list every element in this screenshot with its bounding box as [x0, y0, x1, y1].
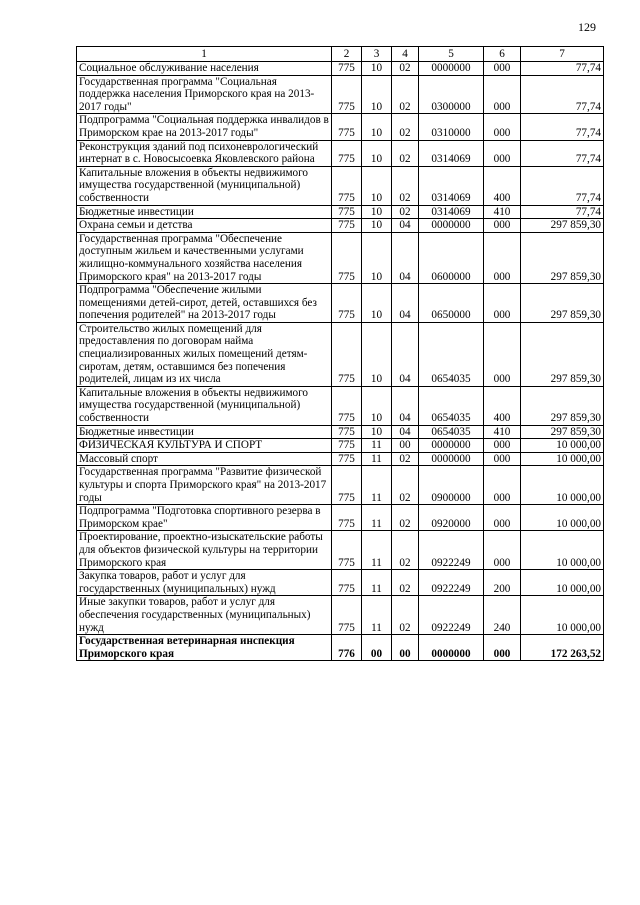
row-name-cell: Строительство жилых помещений для предоставления по договорам найма специализированных жилых помещений детям-сиротам, детям, оставшимся без попечения родителей, лицам из их числа	[77, 322, 332, 386]
ved-code-cell: 775	[332, 596, 362, 635]
amount-cell: 77,74	[521, 205, 604, 219]
expense-type-cell: 000	[484, 452, 521, 466]
subsection-code-cell: 02	[392, 205, 419, 219]
expense-type-cell: 400	[484, 166, 521, 205]
row-name-cell: Социальное обслуживание населения	[77, 62, 332, 76]
table-body	[77, 62, 604, 661]
expense-type-cell: 000	[484, 232, 521, 283]
target-article-cell: 0920000	[419, 505, 484, 531]
table-row	[77, 232, 604, 283]
expense-type-cell: 000	[484, 439, 521, 453]
target-article-cell: 0314069	[419, 140, 484, 166]
ved-code-cell: 775	[332, 114, 362, 140]
target-article-cell: 0000000	[419, 62, 484, 76]
amount-cell: 10 000,00	[521, 452, 604, 466]
target-article-cell: 0654035	[419, 425, 484, 439]
target-article-cell: 0000000	[419, 635, 484, 661]
target-article-cell: 0000000	[419, 219, 484, 233]
section-code-cell: 10	[362, 166, 392, 205]
target-article-cell: 0922249	[419, 531, 484, 570]
amount-cell: 77,74	[521, 166, 604, 205]
subsection-code-cell: 02	[392, 596, 419, 635]
expense-type-cell: 410	[484, 425, 521, 439]
target-article-cell: 0600000	[419, 232, 484, 283]
subsection-code-cell: 04	[392, 386, 419, 425]
expense-type-cell: 000	[484, 114, 521, 140]
row-name-cell: Государственная программа "Обеспечение доступным жильем и качественными услугами жилищно-коммунального хозяйства населения Приморского края" на 2013-2017 годы	[77, 232, 332, 283]
ved-code-cell: 775	[332, 322, 362, 386]
section-code-cell: 11	[362, 570, 392, 596]
table-row	[77, 114, 604, 140]
amount-cell: 77,74	[521, 62, 604, 76]
row-name-cell: Массовый спорт	[77, 452, 332, 466]
budget-table	[76, 46, 604, 661]
section-code-cell: 10	[362, 232, 392, 283]
expense-type-cell: 000	[484, 219, 521, 233]
row-name-cell: Капитальные вложения в объекты недвижимого имущества государственной (муниципальной) собственности	[77, 386, 332, 425]
target-article-cell: 0314069	[419, 166, 484, 205]
ved-code-cell: 775	[332, 386, 362, 425]
amount-cell: 297 859,30	[521, 322, 604, 386]
row-name-cell: Реконструкция зданий под психоневрологический интернат в с. Новосысоевка Яковлевского района	[77, 140, 332, 166]
expense-type-cell: 000	[484, 505, 521, 531]
section-code-cell: 11	[362, 466, 392, 505]
section-code-cell: 10	[362, 114, 392, 140]
target-article-cell: 0922249	[419, 596, 484, 635]
subsection-code-cell: 00	[392, 439, 419, 453]
subsection-code-cell: 04	[392, 284, 419, 323]
amount-cell: 10 000,00	[521, 505, 604, 531]
row-name-cell: Подпрограмма "Обеспечение жилыми помещениями детей-сирот, детей, оставшихся без попечения родителей" на 2013-2017 годы	[77, 284, 332, 323]
expense-type-cell: 000	[484, 466, 521, 505]
page-number: 129	[578, 20, 596, 34]
subsection-code-cell: 04	[392, 219, 419, 233]
row-name-cell: ФИЗИЧЕСКАЯ КУЛЬТУРА И СПОРТ	[77, 439, 332, 453]
ved-code-cell: 775	[332, 140, 362, 166]
amount-cell: 77,74	[521, 114, 604, 140]
column-header: 2	[332, 47, 362, 62]
target-article-cell: 0922249	[419, 570, 484, 596]
amount-cell: 10 000,00	[521, 439, 604, 453]
expense-type-cell: 000	[484, 531, 521, 570]
amount-cell: 297 859,30	[521, 219, 604, 233]
column-header: 4	[392, 47, 419, 62]
section-code-cell: 11	[362, 439, 392, 453]
ved-code-cell: 776	[332, 635, 362, 661]
subsection-code-cell: 04	[392, 425, 419, 439]
amount-cell: 77,74	[521, 75, 604, 114]
section-code-cell: 10	[362, 322, 392, 386]
expense-type-cell: 200	[484, 570, 521, 596]
target-article-cell: 0654035	[419, 386, 484, 425]
section-code-cell: 10	[362, 425, 392, 439]
ved-code-cell: 775	[332, 166, 362, 205]
table-row	[77, 505, 604, 531]
expense-type-cell: 000	[484, 62, 521, 76]
ved-code-cell: 775	[332, 531, 362, 570]
column-header: 1	[77, 47, 332, 62]
amount-cell: 10 000,00	[521, 570, 604, 596]
ved-code-cell: 775	[332, 219, 362, 233]
table-row	[77, 322, 604, 386]
table-row	[77, 386, 604, 425]
ved-code-cell: 775	[332, 466, 362, 505]
row-name-cell: Государственная программа "Развитие физической культуры и спорта Приморского края" на 2013-2017 годы	[77, 466, 332, 505]
ved-code-cell: 775	[332, 425, 362, 439]
table-row	[77, 425, 604, 439]
row-name-cell: Подпрограмма "Социальная поддержка инвалидов в Приморском крае на 2013-2017 годы"	[77, 114, 332, 140]
expense-type-cell: 000	[484, 75, 521, 114]
table-header-row	[77, 47, 604, 62]
subsection-code-cell: 02	[392, 505, 419, 531]
amount-cell: 172 263,52	[521, 635, 604, 661]
amount-cell: 77,74	[521, 140, 604, 166]
table-row	[77, 635, 604, 661]
subsection-code-cell: 02	[392, 452, 419, 466]
table-row	[77, 219, 604, 233]
target-article-cell: 0654035	[419, 322, 484, 386]
row-name-cell: Иные закупки товаров, работ и услуг для обеспечения государственных (муниципальных) нужд	[77, 596, 332, 635]
subsection-code-cell: 02	[392, 140, 419, 166]
target-article-cell: 0000000	[419, 452, 484, 466]
row-name-cell: Охрана семьи и детства	[77, 219, 332, 233]
expense-type-cell: 000	[484, 284, 521, 323]
ved-code-cell: 775	[332, 570, 362, 596]
row-name-cell: Капитальные вложения в объекты недвижимого имущества государственной (муниципальной) собственности	[77, 166, 332, 205]
table-row	[77, 466, 604, 505]
section-code-cell: 10	[362, 219, 392, 233]
row-name-cell: Государственная ветеринарная инспекция Приморского края	[77, 635, 332, 661]
subsection-code-cell: 02	[392, 62, 419, 76]
ved-code-cell: 775	[332, 452, 362, 466]
expense-type-cell: 400	[484, 386, 521, 425]
subsection-code-cell: 02	[392, 114, 419, 140]
row-name-cell: Проектирование, проектно-изыскательские работы для объектов физической культуры на территории Приморского края	[77, 531, 332, 570]
amount-cell: 297 859,30	[521, 386, 604, 425]
section-code-cell: 11	[362, 531, 392, 570]
row-name-cell: Подпрограмма "Подготовка спортивного резерва в Приморском крае"	[77, 505, 332, 531]
subsection-code-cell: 02	[392, 570, 419, 596]
table-row	[77, 596, 604, 635]
column-header: 3	[362, 47, 392, 62]
table-row	[77, 452, 604, 466]
ved-code-cell: 775	[332, 505, 362, 531]
subsection-code-cell: 04	[392, 232, 419, 283]
target-article-cell: 0900000	[419, 466, 484, 505]
table-row	[77, 140, 604, 166]
amount-cell: 297 859,30	[521, 425, 604, 439]
amount-cell: 297 859,30	[521, 284, 604, 323]
ved-code-cell: 775	[332, 75, 362, 114]
subsection-code-cell: 02	[392, 75, 419, 114]
section-code-cell: 10	[362, 386, 392, 425]
subsection-code-cell: 00	[392, 635, 419, 661]
amount-cell: 10 000,00	[521, 466, 604, 505]
table-row	[77, 75, 604, 114]
table-row	[77, 439, 604, 453]
section-code-cell: 10	[362, 75, 392, 114]
ved-code-cell: 775	[332, 205, 362, 219]
section-code-cell: 10	[362, 205, 392, 219]
amount-cell: 10 000,00	[521, 531, 604, 570]
section-code-cell: 11	[362, 596, 392, 635]
ved-code-cell: 775	[332, 439, 362, 453]
section-code-cell: 10	[362, 140, 392, 166]
subsection-code-cell: 02	[392, 531, 419, 570]
table-row	[77, 166, 604, 205]
table-row	[77, 570, 604, 596]
table-row	[77, 62, 604, 76]
amount-cell: 10 000,00	[521, 596, 604, 635]
ved-code-cell: 775	[332, 232, 362, 283]
expense-type-cell: 000	[484, 140, 521, 166]
ved-code-cell: 775	[332, 62, 362, 76]
subsection-code-cell: 02	[392, 166, 419, 205]
column-header: 6	[484, 47, 521, 62]
target-article-cell: 0310000	[419, 114, 484, 140]
table-row	[77, 205, 604, 219]
section-code-cell: 11	[362, 452, 392, 466]
table-row	[77, 284, 604, 323]
section-code-cell: 10	[362, 284, 392, 323]
target-article-cell: 0650000	[419, 284, 484, 323]
section-code-cell: 11	[362, 505, 392, 531]
expense-type-cell: 000	[484, 635, 521, 661]
expense-type-cell: 240	[484, 596, 521, 635]
expense-type-cell: 000	[484, 322, 521, 386]
amount-cell: 297 859,30	[521, 232, 604, 283]
ved-code-cell: 775	[332, 284, 362, 323]
row-name-cell: Бюджетные инвестиции	[77, 425, 332, 439]
subsection-code-cell: 02	[392, 466, 419, 505]
column-header: 7	[521, 47, 604, 62]
row-name-cell: Бюджетные инвестиции	[77, 205, 332, 219]
table-row	[77, 531, 604, 570]
target-article-cell: 0000000	[419, 439, 484, 453]
subsection-code-cell: 04	[392, 322, 419, 386]
section-code-cell: 10	[362, 62, 392, 76]
row-name-cell: Закупка товаров, работ и услуг для государственных (муниципальных) нужд	[77, 570, 332, 596]
target-article-cell: 0300000	[419, 75, 484, 114]
column-header: 5	[419, 47, 484, 62]
section-code-cell: 00	[362, 635, 392, 661]
row-name-cell: Государственная программа "Социальная поддержка населения Приморского края на 2013-2017 годы"	[77, 75, 332, 114]
expense-type-cell: 410	[484, 205, 521, 219]
target-article-cell: 0314069	[419, 205, 484, 219]
